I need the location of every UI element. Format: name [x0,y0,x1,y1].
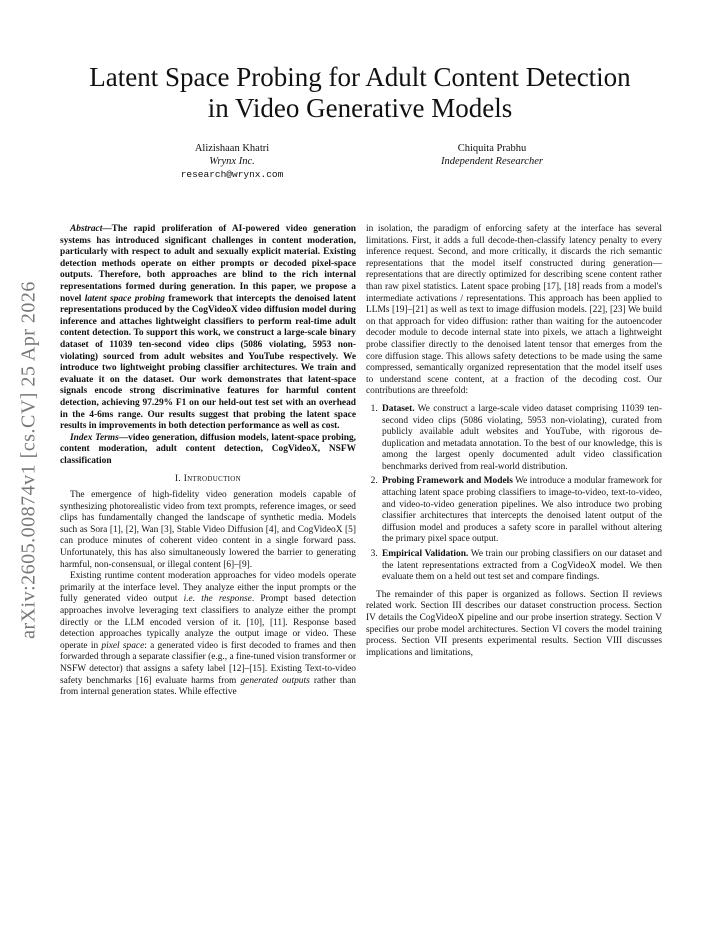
contributions-list [366,404,662,584]
arxiv-identifier-text: arXiv:2605.00874v1 [cs.CV] 25 Apr 2026 [17,281,40,639]
author-affiliation: Wrynx Inc. [209,156,255,167]
author-block-2 [377,142,607,168]
intro-paragraph-3: in isolation, the paradigm of enforcing safety at the interface has several limitations. First, it adds a full decode-then-classify latency penalty to every inference request. Second, and more critically, it discards the rich semantic representations that the model itself constructed during generation—representations that are directly optimized for describing scene content rather than raw pixel statistics. Latent space probing [17], [18] reads from a model's intermediate activations / representations. This approach has been applied to LLMs [19]–[21] as well as text to image diffusion models. [22], [23] We build on that approach for video diffusion: rather than waiting for the autoencoder decoder module to decode internal state into pixels, we attach a lightweight probe classifier directly to the denoised latent tensor that emerges from the core diffusion stage. This allows safety detections to be made using the same compressed, semantically organized representation that the model itself uses to understand scene content, at a fraction of the decoding cost. Our contributions are threefold: [366,224,662,397]
paper-title-line-2: in Video Generative Models [207,93,513,123]
list-item: 1. Dataset. We construct a large-scale video dataset comprising 11039 ten-second video clips (5086 violating, 5953 non-violating), curated from publicly available adult websites and YouTube, with rigorous de-duplication and metadata annotation. To the best of our knowledge, this is among the largest openly documented adult video classification benchmarks derived from real-world distribution. [380,404,662,474]
arxiv-identifier [12,240,46,680]
author-name: Chiquita Prabhu [457,143,527,154]
index-terms: Index Terms—video generation, diffusion models, latent-space probing, content moderation, adult content detection, CogVideoX, NSFW classification [60,432,356,466]
author-block-1 [117,142,347,181]
intro-paragraph-2: Existing runtime content moderation approaches for video models operate primarily at the interface level. They analyze either the input prompts or the fully generated video output i.e. the response. Prompt based detection approaches involve leveraging text classifiers to analyze either the prompt directly or the LLM encoded version of it. [10], [11]. Response based detection approaches typically analyze the output image or video. These operate in pixel space: a generated video is first decoded to frames and then forwarded through a separate classifier (e.g., a fine-tuned vision transformer or NSFW detector) that assigns a safety label [12]–[15]. Existing Text-to-video safety benchmarks [16] evaluate harms from generated outputs rather than from internal generation states. While effective [60,571,357,698]
left-column [60,224,356,699]
abstract: Abstract—The rapid proliferation of AI-powered video generation systems has introduced significant challenges in content moderation, particularly with respect to adult and sexually explicit material. Existing detection methods operate on either prompts or decoded pixel-space outputs. Therefore, both approaches are blind to the rich internal representations formed during generation. In this paper, we propose a novel latent space probing framework that intercepts the denoised latent representations produced by the CogVideoX video diffusion model during inference and attaches lightweight classifiers to perform real-time adult content detection. To support this work, we construct a large-scale binary dataset of 11039 ten-second video clips (5086 violating, 5953 non-violating) sourced from adult websites and YouTube respectively. We introduce two lightweight probing classifier architectures. We train and evaluate it on the dataset. Our work demonstrates that latent-space signals encode strong discriminative features for harmful content detection, achieving 97.29% F1 on our held-out test set with an overhead in the 4-6ms range. Our results suggest that probing the latent space results in improvements in both detection performance as well as cost. [60,224,356,432]
author-email: research@wrynx.com [180,169,284,180]
index-terms-label: Index Terms [70,432,119,443]
section-heading-introduction: I. Introduction [175,474,241,485]
right-column [366,224,662,659]
paper-title-line-1: Latent Space Probing for Adult Content Detection [89,62,631,92]
author-affiliation: Independent Researcher [441,156,543,167]
intro-paragraph-4: The remainder of this paper is organized as follows. Section II reviews related work. Section III describes our dataset construction process. Section IV details the CogVideoX pipeline and our probe insertion strategy. Section V specifies our probe model architectures. Section VI covers the model training process. Section VII presents experimental results. Section VIII discusses implications and limitations, [366,589,662,658]
paper-title [60,62,660,124]
list-item: 2. Probing Framework and Models We introduce a modular framework for attaching latent space probing classifiers to image-to-video, text-to-video, and video-to-video generation pipelines. We also introduce two probing classifier architectures that intercepts the denoised latent output of the diffusion model and produces a safety score in parallel without altering the primary pixel space output. [380,476,662,546]
abstract-label: Abstract [70,224,103,234]
intro-paragraph-1: The emergence of high-fidelity video generation models capable of synthesizing photorealistic video from text prompts, reference images, or seed clips has fundamentally changed the landscape of synthetic media. Models such as Sora [1], [2], Wan [3], Stable Video Diffusion [4], and CogVideoX [5] can produce minutes of coherent video content in a single forward pass. Unfortunately, this has also simultaneously lowered the barrier to generating harmful, non-consensual, or illegal content [6]–[9]. [60,490,356,570]
author-name: Alizishaan Khatri [194,143,270,154]
list-item: 3. Empirical Validation. We train our probing classifiers on our dataset and the latent representations extracted from a CogVideoX model. We then evaluate them on a held out test set and compare findings. [380,549,662,584]
